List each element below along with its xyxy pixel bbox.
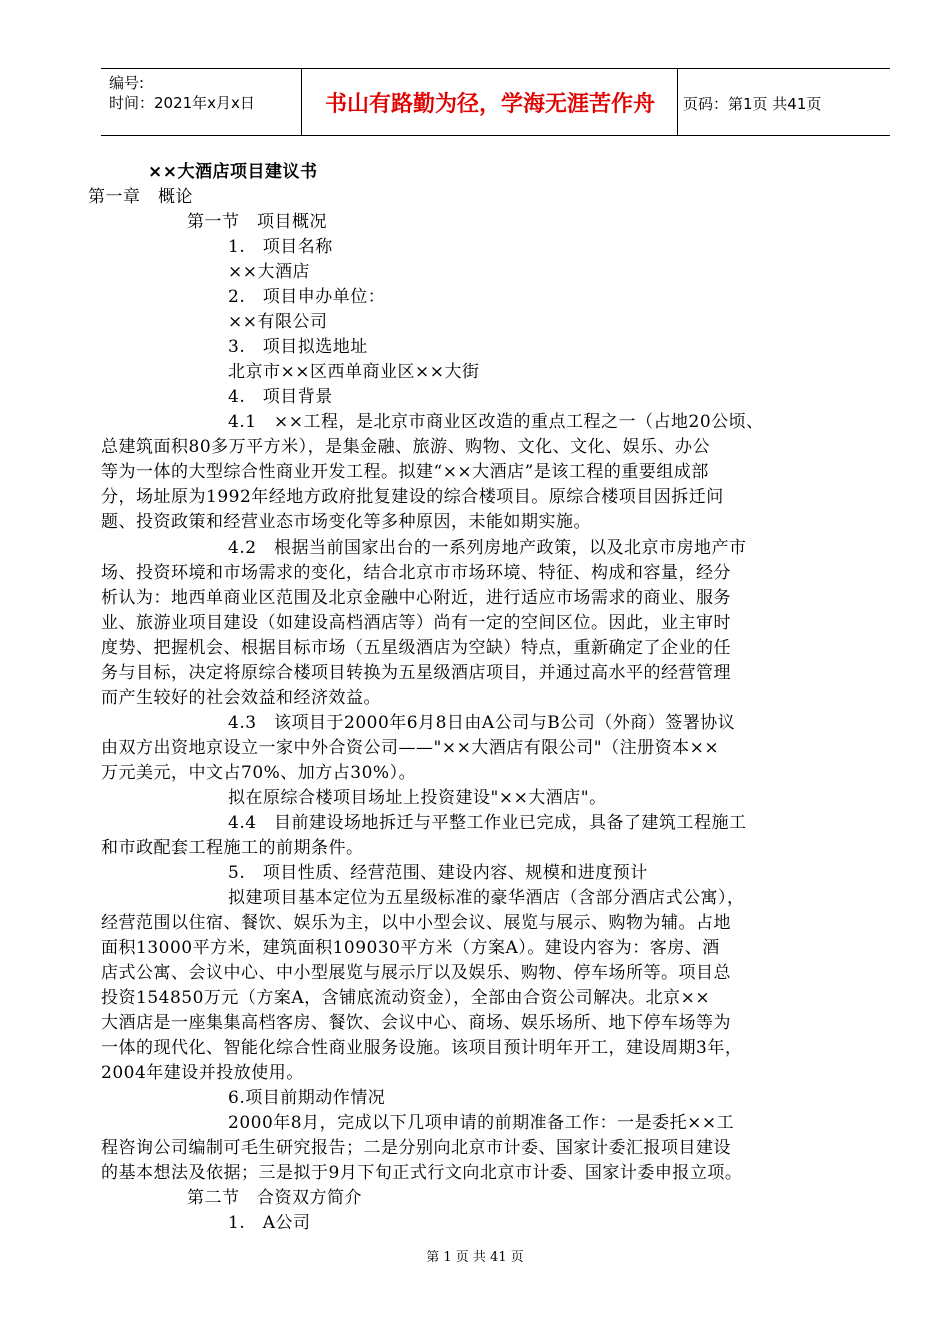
paragraph-line: 题、投资政策和经营业态市场变化等多种原因，未能如期实施。 (101, 512, 591, 532)
paragraph-line: 等为一体的大型综合性商业开发工程。拟建“××大酒店”是该工程的重要组成部 (101, 462, 709, 482)
paragraph-line: 2000年8月，完成以下几项申请的前期准备工作：一是委托××工 (228, 1113, 735, 1133)
item-heading: 5. 项目性质、经营范围、建设内容、规模和进度预计 (228, 863, 648, 883)
time-label: 时间：2021年x月x日 (109, 94, 255, 112)
item-heading: 4. 项目背景 (228, 387, 333, 407)
paragraph-line: 而产生较好的社会效益和经济效益。 (101, 688, 381, 708)
paragraph-line: 4.2 根据当前国家出台的一系列房地产政策，以及北京市房地产市 (228, 538, 747, 558)
paragraph-line: 投资154850万元（方案A，含铺底流动资金），全部由合资公司解决。北京×× (101, 988, 711, 1008)
paragraph-line: 4.3 该项目于2000年6月8日由A公司与B公司（外商）签署协议 (228, 713, 736, 733)
item-heading: 6.项目前期动作情况 (228, 1088, 386, 1108)
paragraph-line: 2004年建设并投放使用。 (101, 1063, 304, 1083)
paragraph-line: 店式公寓、会议中心、中小型展览与展示厅以及娱乐、购物、停车场所等。项目总 (101, 963, 731, 983)
chapter-heading: 第一章 概论 (88, 187, 193, 207)
text-line: 北京市××区西单商业区××大街 (228, 362, 480, 382)
paragraph-line: 拟在原综合楼项目场址上投资建设"××大酒店"。 (228, 788, 607, 808)
paragraph-line: 程咨询公司编制可毛生研究报告；二是分别向北京市计委、国家计委汇报项目建设 (101, 1138, 731, 1158)
paragraph-line: 经营范围以住宿、餐饮、娱乐为主，以中小型会议、展览与展示、购物为辅。占地 (101, 913, 731, 933)
paragraph-line: 面积13000平方米，建筑面积109030平方米（方案A）。建设内容为：客房、酒 (101, 938, 720, 958)
text-line: ××有限公司 (228, 312, 328, 332)
text-line: ××大酒店 (228, 262, 310, 282)
paragraph-line: 度势、把握机会、根据目标市场（五星级酒店为空缺）特点，重新确定了企业的任 (101, 638, 731, 658)
paragraph-line: 务与目标，决定将原综合楼项目转换为五星级酒店项目，并通过高水平的经营管理 (101, 663, 731, 683)
header-divider (301, 69, 302, 135)
paragraph-line: 场、投资环境和市场需求的变化，结合北京市市场环境、特征、构成和容量，经分 (101, 563, 731, 583)
header-page-info: 页码：第1页 共41页 (683, 95, 822, 113)
paragraph-line: 业、旅游业项目建设（如建设高档酒店等）尚有一定的空间区位。因此，业主审时 (101, 613, 731, 633)
item-heading: 2. 项目申办单位： (228, 287, 386, 307)
paragraph-line: 析认为：地西单商业区范围及北京金融中心附近，进行适应市场需求的商业、服务 (101, 588, 731, 608)
paragraph-line: 的基本想法及依据；三是拟于9月下旬正式行文向北京市计委、国家计委申报立项。 (101, 1163, 743, 1183)
paragraph-line: 由双方出资地京设立一家中外合资公司——"××大酒店有限公司"（注册资本×× (101, 738, 720, 758)
paragraph-line: 一体的现代化、智能化综合性商业服务设施。该项目预计明年开工，建设周期3年， (101, 1038, 743, 1058)
paragraph-line: 分，场址原为1992年经地方政府批复建设的综合楼项目。原综合楼项目因拆迁问 (101, 487, 724, 507)
paragraph-line: 4.4 目前建设场地拆迁与平整工作业已完成，具备了建筑工程施工 (228, 813, 747, 833)
header-meta (109, 73, 255, 113)
paragraph-line: 4.1 ××工程，是北京市商业区改造的重点工程之一（占地20公顷、 (228, 412, 764, 432)
item-heading: 1. A公司 (228, 1213, 311, 1233)
document-title: ××大酒店项目建议书 (148, 162, 318, 182)
paragraph-line: 万元美元，中文占70%、加方占30%）。 (101, 763, 417, 783)
header-motto: 书山有路勤为径，学海无涯苦作舟 (324, 92, 655, 117)
section-heading: 第二节 合资双方简介 (187, 1188, 362, 1208)
header-divider (677, 69, 678, 135)
number-label: 编号: (109, 74, 145, 92)
page-header (101, 68, 890, 136)
paragraph-line: 拟建项目基本定位为五星级标准的豪华酒店（含部分酒店式公寓）， (228, 888, 745, 908)
paragraph-line: 总建筑面积80多万平方米），是集金融、旅游、购物、文化、文化、娱乐、办公 (101, 437, 711, 457)
section-heading: 第一节 项目概况 (187, 212, 327, 232)
item-heading: 3. 项目拟选地址 (228, 337, 368, 357)
paragraph-line: 大酒店是一座集集高档客房、餐饮、会议中心、商场、娱乐场所、地下停车场等为 (101, 1013, 731, 1033)
item-heading: 1. 项目名称 (228, 237, 333, 257)
page-footer: 第 1 页 共 41 页 (426, 1250, 524, 1265)
paragraph-line: 和市政配套工程施工的前期条件。 (101, 838, 364, 858)
